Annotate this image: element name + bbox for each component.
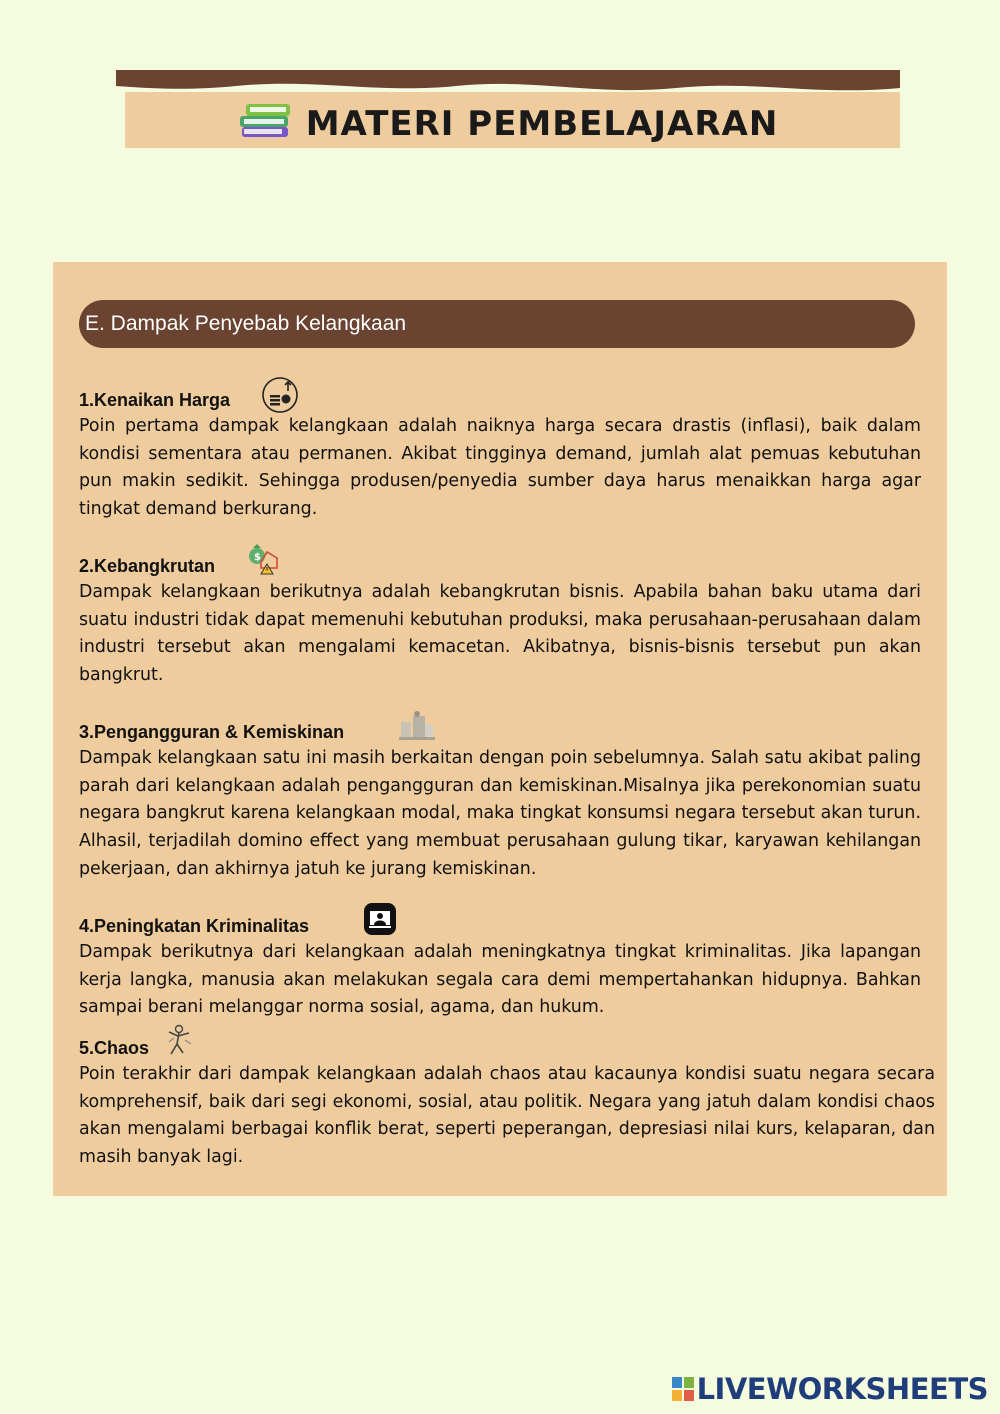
item-text: Dampak berikutnya dari kelangkaan adalah meningkatnya tingkat kriminalitas. Jika lapangan kerja langka, manusia akan melakukan segala cara demi mempertahankan hidupnya. Bahkan sampai berani melanggar norma sosial, agama, dan hukum.: [79, 942, 921, 1018]
brand-squares-icon: [672, 1374, 694, 1408]
item-text: Poin pertama dampak kelangkaan adalah naiknya harga secara drastis (inflasi), baik dalam kondisi sementara atau permanen. Akibat tingginya demand, jumlah alat pemuas kebutuhan pun makin sedikit. Sehingga produsen/penyedia sumber daya harus menaikkan harga agar tingkat demand berkurang.: [79, 416, 921, 520]
item-text: Poin terakhir dari dampak kelangkaan adalah chaos atau kacaunya kondisi suatu negara secara komprehensif, baik dari segi ekonomi, sosial, atau politik. Negara yang jatuh dalam kondisi chaos akan mengalami berbagai konflik berat, seperti peperangan, depresiasi nilai kurs, kelaparan, dan masih banyak lagi.: [79, 1064, 935, 1168]
item-heading: 3.Pengangguran & Kemiskinan: [79, 720, 921, 744]
section-title-bar: [79, 300, 915, 348]
poverty-icon: [397, 708, 437, 748]
price-increase-icon: [261, 376, 299, 420]
list-item: [79, 1036, 935, 1172]
header-banner: [116, 70, 900, 150]
liveworksheets-logo: LIVEWORKSHEETS: [672, 1372, 988, 1408]
books-icon: [238, 101, 294, 150]
item-heading: 2.Kebangkrutan $: [79, 554, 921, 578]
list-item: [79, 388, 921, 524]
item-heading: 1.Kenaikan Harga: [79, 388, 921, 412]
criminal-icon: [363, 902, 397, 942]
chaos-icon: [165, 1024, 193, 1064]
item-text: Dampak kelangkaan satu ini masih berkaitan dengan poin sebelumnya. Salah satu akibat paling parah dari kelangkaan adalah pengangguran dan kemiskinan.Misalnya jika perekonomian suatu negara bangkrut karena kelangkaan modal, maka tingkat konsumsi negara tersebut akan turun. Alhasil, terjadilah domino effect yang membuat perusahaan gulung tikar, karyawan kehilangan pekerjaan, dan akhirnya jatuh ke jurang kemiskinan.: [79, 748, 921, 879]
content-panel: [53, 262, 947, 1196]
list-item: [79, 720, 921, 884]
list-item: [79, 914, 921, 1022]
item-text: Dampak kelangkaan berikutnya adalah kebangkrutan bisnis. Apabila bahan baku utama dari suatu industri tidak dapat memenuhi kebutuhan produksi, maka perusahaan-perusahaan dalam industri tersebut akan mengalami kemacetan. Akibatnya, bisnis-bisnis tersebut pun akan bangkrut.: [79, 582, 921, 686]
item-heading: 5.Chaos: [79, 1036, 935, 1060]
bankruptcy-icon: [247, 542, 281, 582]
svg-text:$: $: [254, 552, 261, 563]
page-title: MATERI PEMBELAJARAN: [116, 101, 900, 150]
item-heading: 4.Peningkatan Kriminalitas: [79, 914, 921, 938]
list-item: [79, 554, 921, 690]
section-title: E. Dampak Penyebab Kelangkaan: [85, 312, 407, 335]
